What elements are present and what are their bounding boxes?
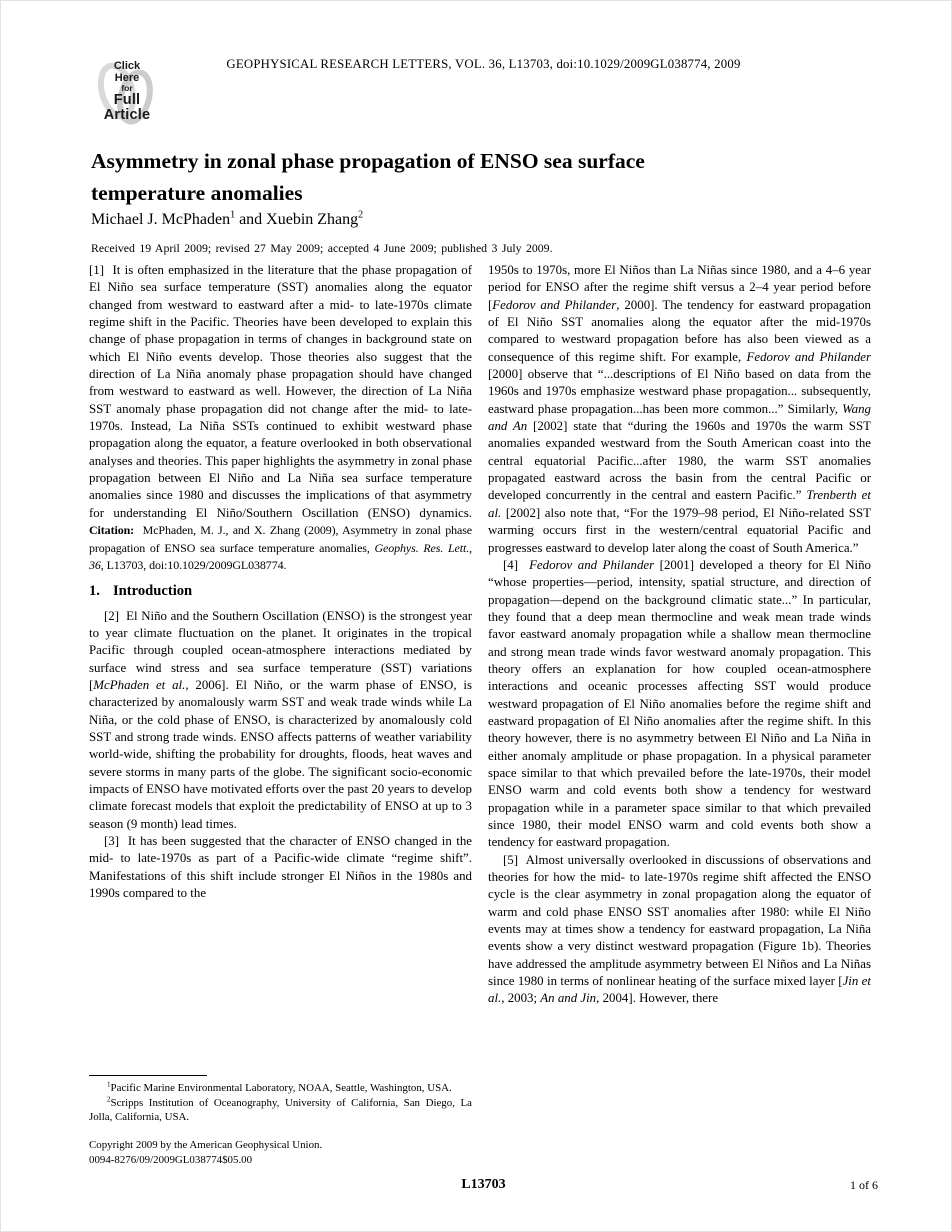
badge-line-here: Here <box>114 71 140 84</box>
copyright-line-1: Copyright 2009 by the American Geophysical Union. <box>89 1139 323 1151</box>
received-dates-line: Received 19 April 2009; revised 27 May 2009; accepted 4 June 2009; published 3 July 2009. <box>91 241 553 255</box>
paragraph-5: [5] Almost universally overlooked in discussions of observations and theories for how the mid- to late-1970s regime shift affected the ENSO cycle is the clear asymmetry in zonal propagation along the equator of warm and cold phase ENSO SST anomalies after 1980: while El Niño events may at times show a tendency for eastward propagation, La Niña events show a very distinct westward propagation (Figure 1b). Theories have addressed the amplitude asymmetry between El Niños and La Niñas since 1980 in terms of nonlinear heating of the surface mixed layer [Jin et al., 2003; An and Jin, 2004]. However, there <box>488 852 871 1006</box>
authors-line: Michael J. McPhaden$^1$ and Xuebin Zhang$^2$ <box>91 209 364 228</box>
footer-page-number: 1 of 6 <box>850 1178 878 1192</box>
paragraph-3: [3] It has been suggested that the character of ENSO changed in the mid- to late-1970s as part of a Pacific-wide climate “regime shift”. Manifestations of this shift include stronger El Niños in the 1980s and 1990s compared to the <box>89 834 472 901</box>
section-1-number: 1. <box>89 583 100 600</box>
affiliation-2: $^2$Scripps Institution of Oceanography, University of California, San Diego, La Jolla, California, USA. <box>89 1094 472 1123</box>
badge-line-for: for <box>121 83 133 93</box>
abstract-paragraph: [1] It is often emphasized in the literature that the phase propagation of El Niño sea surface temperature (SST) anomalies along the equator changed from westward to eastward after a mid- to late-1970s climate regime shift in the Pacific. Theories have been developed to explain this change of phase propagation in terms of changes in background state on which El Niño events develop. Those theories also suggest that the direction of La Niña anomaly phase propagation should have changed from westward to eastward as well. However, the direction of La Niña SST anomaly phase propagation did not change after the mid- to late-1970s. Instead, La Niña SSTs continued to exhibit westward phase propagation along the equator, a feature overlooked in both observational analyses and theories. This paper highlights the asymmetry in zonal phase propagation between El Niño and La Niña sea surface temperature anomalies since 1980 and discusses the implications of that asymmetry for understanding El Niño/Southern Oscillation (ENSO) dynamics. Citation: McPhaden, M. J., and X. Zhang (2009), Asymmetry in zonal phase propagation of ENSO sea surface temperature anomalies, Geophys. Res. Lett., 36, L13703, doi:10.1029/2009GL038774. <box>89 263 473 572</box>
footer-article-id: L13703 <box>461 1177 506 1192</box>
full-article-badge-text <box>93 59 161 123</box>
paragraph-2: [2] El Niño and the Southern Oscillation (ENSO) is the strongest year to year climate fluctuation on the planet. It originates in the tropical Pacific through coupled ocean-atmosphere interactions mediated by surface wind stress and sea surface temperature (SST) variations [McPhaden et al., 2006]. El Niño, or the warm phase of ENSO, is characterized by anomalously warm SST and weak trade winds while La Niña, or the cold phase of ENSO, is characterized by anomalously cold SST and strong trade winds. ENSO affects patterns of weather variability world-wide, shifting the probability for droughts, floods, heat waves and severe storms in many parts of the globe. The significant socio-economic impacts of ENSO have motivated efforts over the past 20 years to develop climate forecast models that exploit the predictability of ENSO at up to 3 season (9 month) lead times. <box>89 608 472 831</box>
footnote-block <box>89 1075 472 1168</box>
badge-line-article: Article <box>103 107 151 123</box>
section-1-title: Introduction <box>112 583 193 600</box>
badge-line-full: Full <box>113 92 141 108</box>
paragraph-3-continuation: 1950s to 1970s, more El Niños than La Niñas since 1980, and a 4–6 year period for ENSO after the regime shift versus a 2–4 year period before [Fedorov and Philander, 2000]. The tendency for eastward propagation of El Niño SST anomalies along the equator after the mid-1970s compared to westward propagation before has also been viewed as a consequence of this regime shift. For example, Fedorov and Philander [2000] observe that “...descriptions of El Niño based on data from the 1960s and 1970s emphasize westward phase propagation... subsequently, eastward phase propagation...has been more common...” Similarly, Wang and An [2002] state that “during the 1960s and 1970s the warm SST anomalies expanded westward from the South American coast into the central equatorial Pacific...after 1980, the warm SST anomalies propagated eastward across the basin from the central Pacific or developed concurrently in the central and eastern Pacific.” Trenberth et al. [2002] also note that, “For the 1979–98 period, El Niño-related SST warming occurs first in the western/central equatorial Pacific and progresses eastward to develop later along the coast of South America.” <box>488 263 871 555</box>
journal-header-line: GEOPHYSICAL RESEARCH LETTERS, VOL. 36, L13703, doi:10.1029/2009GL038774, 2009 <box>226 57 741 71</box>
affiliation-1: $^1$Pacific Marine Environmental Laboratory, NOAA, Seattle, Washington, USA. <box>107 1080 452 1095</box>
title-line-1: Asymmetry in zonal phase propagation of ENSO sea surface <box>91 149 645 173</box>
paragraph-4: [4] Fedorov and Philander [2001] developed a theory for El Niño “whose properties—period, intensity, spatial structure, and direction of propagation—depend on the background climatic state...” In particular, they found that a deep mean thermocline and weak mean trade winds favor eastward anomaly propagation while a shallow mean thermocline and strong mean trade winds favor westward anomaly propagation. This theory offers an explanation for how coupled ocean-atmosphere interactions and oceanic processes affecting SST would produce westward propagation of El Niño anomalies before the regime shift and eastward propagation of El Niño anomalies after the regime shift. In this theory however, there is no asymmetry between El Niño and La Niña in either anomaly amplitude or phase propagation. In a physical parameter space similar to that which prevailed before the late-1970s, their model ENSO warm and cold events both show a tendency for westward propagation while in a parameter space similar to that which prevailed since 1980, their model ENSO warm and cold events both show a tendency for eastward propagation. <box>488 557 871 850</box>
full-article-badge[interactable] <box>93 59 161 127</box>
copyright-notice <box>89 1138 472 1168</box>
page-title <box>91 145 791 209</box>
page-footer <box>89 1177 878 1193</box>
copyright-line-2: 0094-8276/09/2009GL038774$05.00 <box>89 1154 253 1166</box>
footnote-rule <box>89 1075 207 1076</box>
badge-line-click: Click <box>113 60 141 72</box>
right-column <box>488 262 871 1162</box>
section-1-heading <box>89 583 472 600</box>
left-column <box>89 262 472 1168</box>
title-line-2: temperature anomalies <box>91 181 303 205</box>
